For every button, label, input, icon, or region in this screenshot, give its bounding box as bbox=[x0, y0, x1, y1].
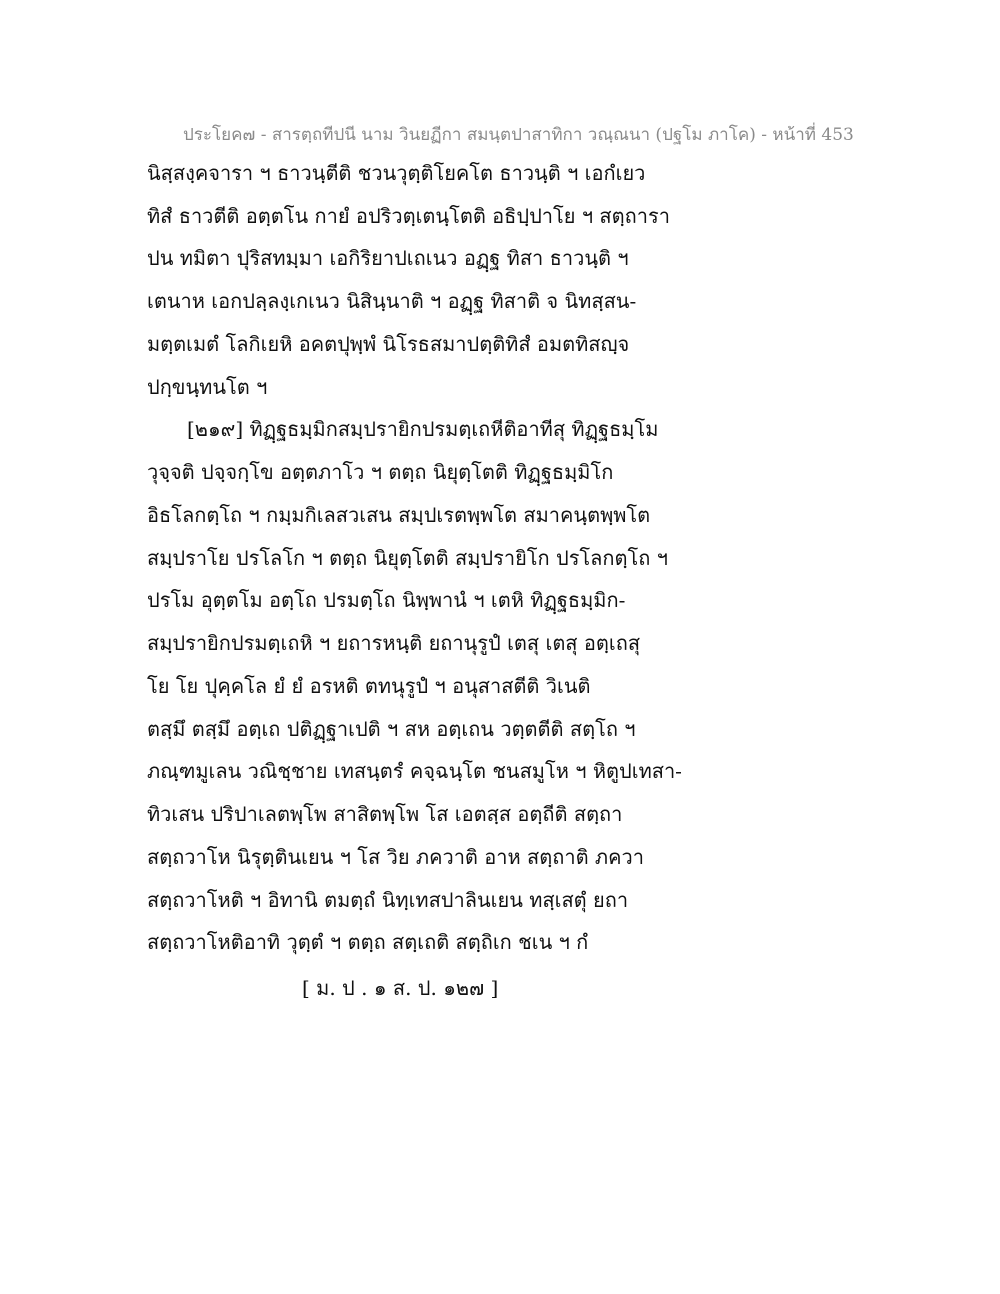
footnote-reference: [ ม. ป . ๑ ส. ป. ๑๒๗ ] bbox=[302, 976, 499, 1000]
text-line: วุจฺจติ ปจฺจกฺโข อตฺตภาโว ฯ ตตฺถ นิยุตฺโตติ ทิฏฺฐธมฺมิโก bbox=[147, 460, 614, 484]
text-line: ปน ทมิตา ปุริสทมฺมา เอกิริยาปเถเนว อฏฺฐ ทิสา ธาวนฺติ ฯ bbox=[147, 246, 629, 270]
text-line: ทิวเสน ปริปาเลตพฺโพ สาสิตพฺโพ โส เอตสฺส อตฺถีติ สตฺถา bbox=[147, 802, 623, 826]
text-line: สตฺถวาโหติ ฯ อิทานิ ตมตฺถํ นิทฺเทสปาลินเยน ทสฺเสตุํ ยถา bbox=[147, 888, 629, 912]
text-line: ภณฺฑมูเลน วณิชฺชาย เทสนฺตรํ คจฺฉนฺโต ชนสมูโห ฯ หิตูปเทสา- bbox=[147, 759, 682, 783]
text-line: สมฺปราโย ปรโลโก ฯ ตตฺถ นิยุตฺโตติ สมฺปรายิโก ปรโลกตฺโถ ฯ bbox=[147, 546, 668, 570]
text-line: ตสฺมึ ตสฺมึ อตฺเถ ปติฏฺฐาเปติ ฯ สห อตฺเถน วตฺตตีติ สตฺโถ ฯ bbox=[147, 717, 636, 741]
text-line: ปกฺขนฺทนโต ฯ bbox=[147, 375, 268, 399]
text-line: ทิสํ ธาวตีติ อตฺตโน กายํ อปริวตฺเตนฺโตติ อธิปฺปาโย ฯ สตฺถารา bbox=[147, 204, 670, 228]
text-line: ปรโม อุตฺตโม อตฺโถ ปรมตฺโถ นิพฺพานํ ฯ เตหิ ทิฏฺฐธมฺมิก- bbox=[147, 588, 626, 612]
text-line: อิธโลกตฺโถ ฯ กมฺมกิเลสวเสน สมฺปเรตพฺพโต สมาคนฺตพฺพโต bbox=[147, 503, 651, 527]
text-line: นิสฺสงฺคจารา ฯ ธาวนฺตีติ ชวนวุตฺติโยคโต ธาวนฺติ ฯ เอกํเยว bbox=[147, 161, 646, 185]
text-line: โย โย ปุคฺคโล ยํ ยํ อรหติ ตทนุรูปํ ฯ อนุสาสตีติ วิเนติ bbox=[147, 674, 591, 698]
text-line: สตฺถวาโหติอาทิ วุตฺตํ ฯ ตตฺถ สตฺเถติ สตฺถิเก ชเน ฯ กํ bbox=[147, 930, 589, 954]
paragraph-start-line: [๒๑๙] ทิฏฺฐธมฺมิกสมฺปรายิกปรมตฺเถหีติอาทีสุ ทิฏฺฐธมฺโม bbox=[187, 417, 659, 441]
text-line: เตนาห เอกปลฺลงฺเกเนว นิสินฺนาติ ฯ อฏฺฐ ทิสาติ จ นิทสฺสน- bbox=[147, 289, 637, 313]
page-header: ประโยค๗ - สารตฺถทีปนี นาม วินยฏีกา สมนฺตปาสาทิกา วณฺณนา (ปฐโม ภาโค) - หน้าที่ 453 bbox=[183, 125, 854, 145]
text-line: มตฺตเมตํ โลกิเยหิ อคตปุพฺพํ นิโรธสมาปตฺติทิสํ อมตทิสญฺจ bbox=[147, 332, 630, 356]
text-line: สมฺปรายิกปรมตฺเถหิ ฯ ยถารหนฺติ ยถานุรูปํ เตสุ เตสุ อตฺเถสุ bbox=[147, 631, 641, 655]
text-line: สตฺถวาโห นิรุตฺตินเยน ฯ โส วิย ภควาติ อาห สตฺถาติ ภควา bbox=[147, 845, 644, 869]
